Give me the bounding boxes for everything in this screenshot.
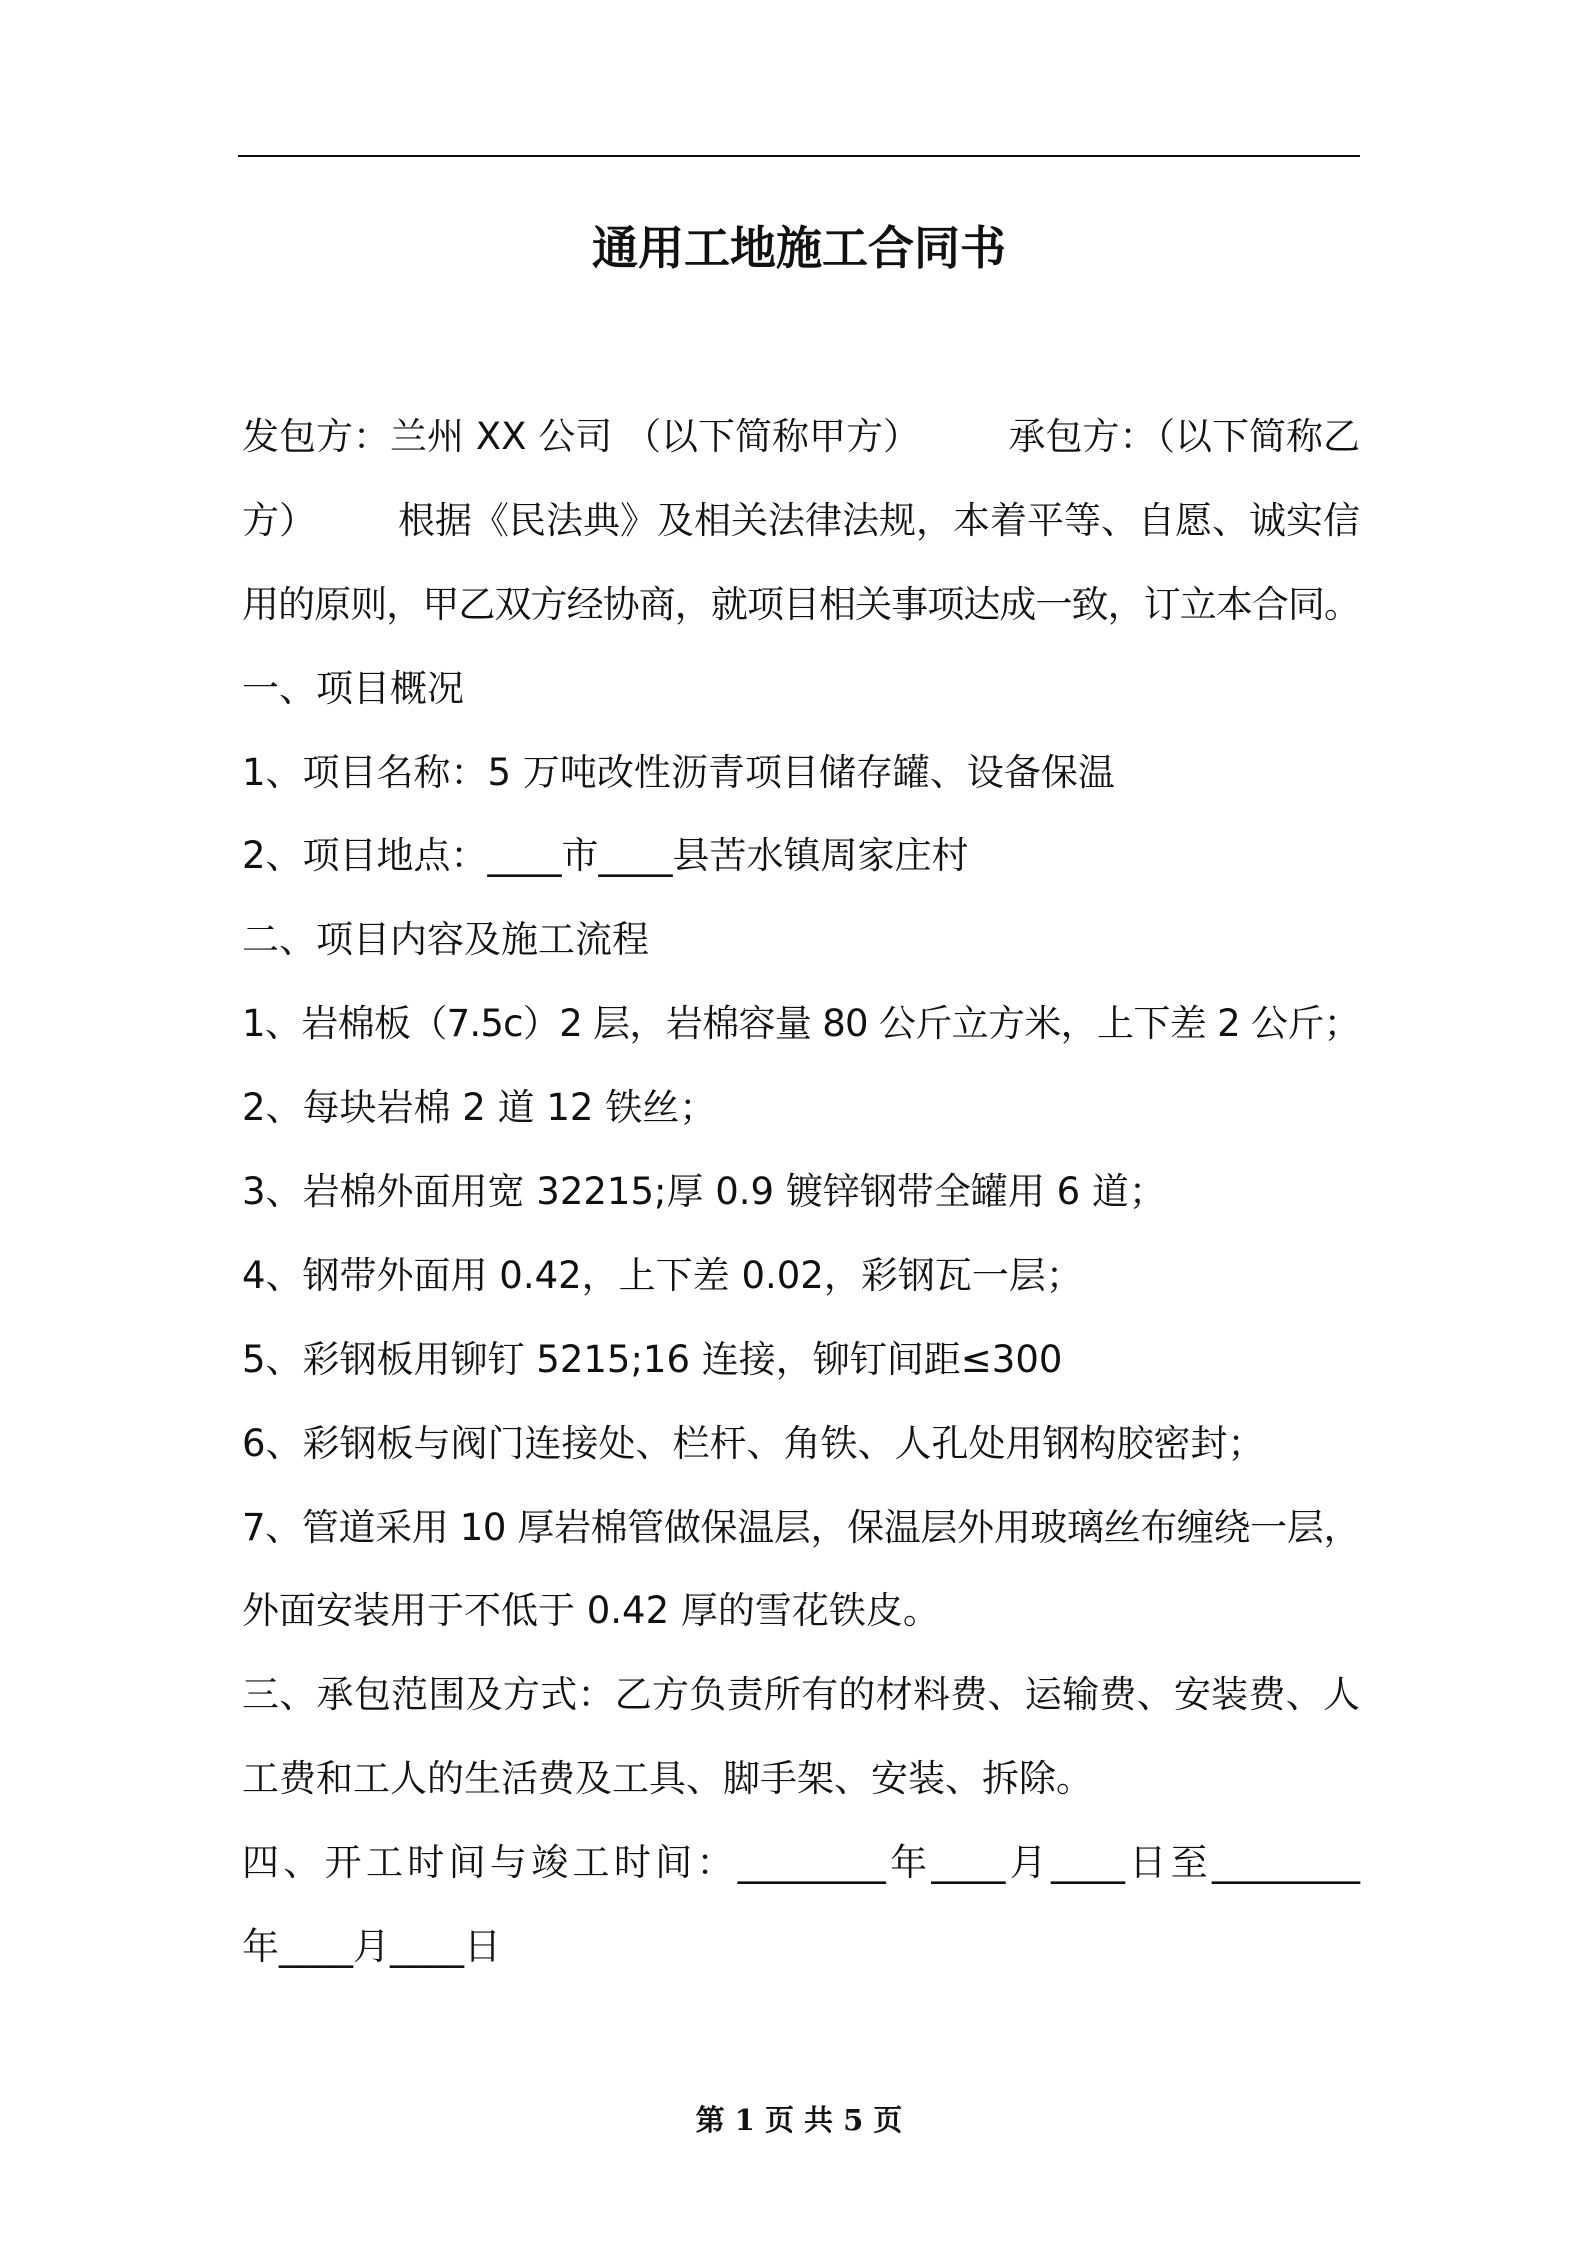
contractor-clause-end: 方） (242, 498, 316, 542)
body-line-parties (242, 395, 1360, 479)
body-line: 6、彩钢板与阀门连接处、栏杆、角铁、人孔处用钢构胶密封； (242, 1421, 1265, 1465)
body-line: 4、钢带外面用 0.42，上下差 0.02，彩钢瓦一层； (242, 1253, 1083, 1297)
legal-basis-clause: 根据《民法典》及相关法律法规，本着平等、自愿、诚实信 (398, 498, 1360, 542)
employer-clause: 发包方：兰州 XX 公司 （以下简称甲方） (242, 415, 920, 458)
body-line: 2、项目地点：____市____县苦水镇周家庄村 (242, 834, 969, 878)
section-heading-schedule: 四、开工时间与竣工时间：________年____月____日至________ (242, 1841, 1360, 1885)
body-line: 用的原则，甲乙双方经协商，就项目相关事项达成一致，订立本合同。 (242, 582, 1360, 626)
body-line: 工费和工人的生活费及工具、脚手架、安装、拆除。 (242, 1757, 1093, 1801)
body-line: 3、岩棉外面用宽 32215;厚 0.9 镀锌钢带全罐用 6 道； (242, 1170, 1166, 1214)
body-line: 年____月____日 (242, 1925, 501, 1969)
body-line: 1、岩棉板（7.5c）2 层，岩棉容量 80 公斤立方米，上下差 2 公斤； (242, 1002, 1360, 1046)
body-line: 2、每块岩棉 2 道 12 铁丝； (242, 1086, 717, 1130)
contractor-clause: 承包方：（以下简称乙 (1008, 415, 1360, 458)
section-heading-scope: 三、承包范围及方式：乙方负责所有的材料费、运输费、安装费、人 (242, 1673, 1360, 1717)
section-heading-overview: 一、项目概况 (242, 666, 464, 710)
body-line-basis (242, 479, 1360, 563)
doc-title: 通用工地施工合同书 (592, 221, 1006, 275)
section-heading-content: 二、项目内容及施工流程 (242, 918, 649, 962)
body-line: 7、管道采用 10 厚岩棉管做保温层，保温层外用玻璃丝布缠绕一层， (242, 1505, 1360, 1549)
footer-page-number: 第 1 页 共 5 页 (695, 2103, 903, 2137)
document-body (242, 395, 1360, 1989)
body-line: 外面安装用于不低于 0.42 厚的雪花铁皮。 (242, 1589, 940, 1633)
body-line: 1、项目名称：5 万吨改性沥青项目储存罐、设备保温 (242, 750, 1115, 794)
body-line: 5、彩钢板用铆钉 5215;16 连接，铆钉间距≤300 (242, 1337, 1063, 1381)
header-rule (238, 155, 1360, 157)
